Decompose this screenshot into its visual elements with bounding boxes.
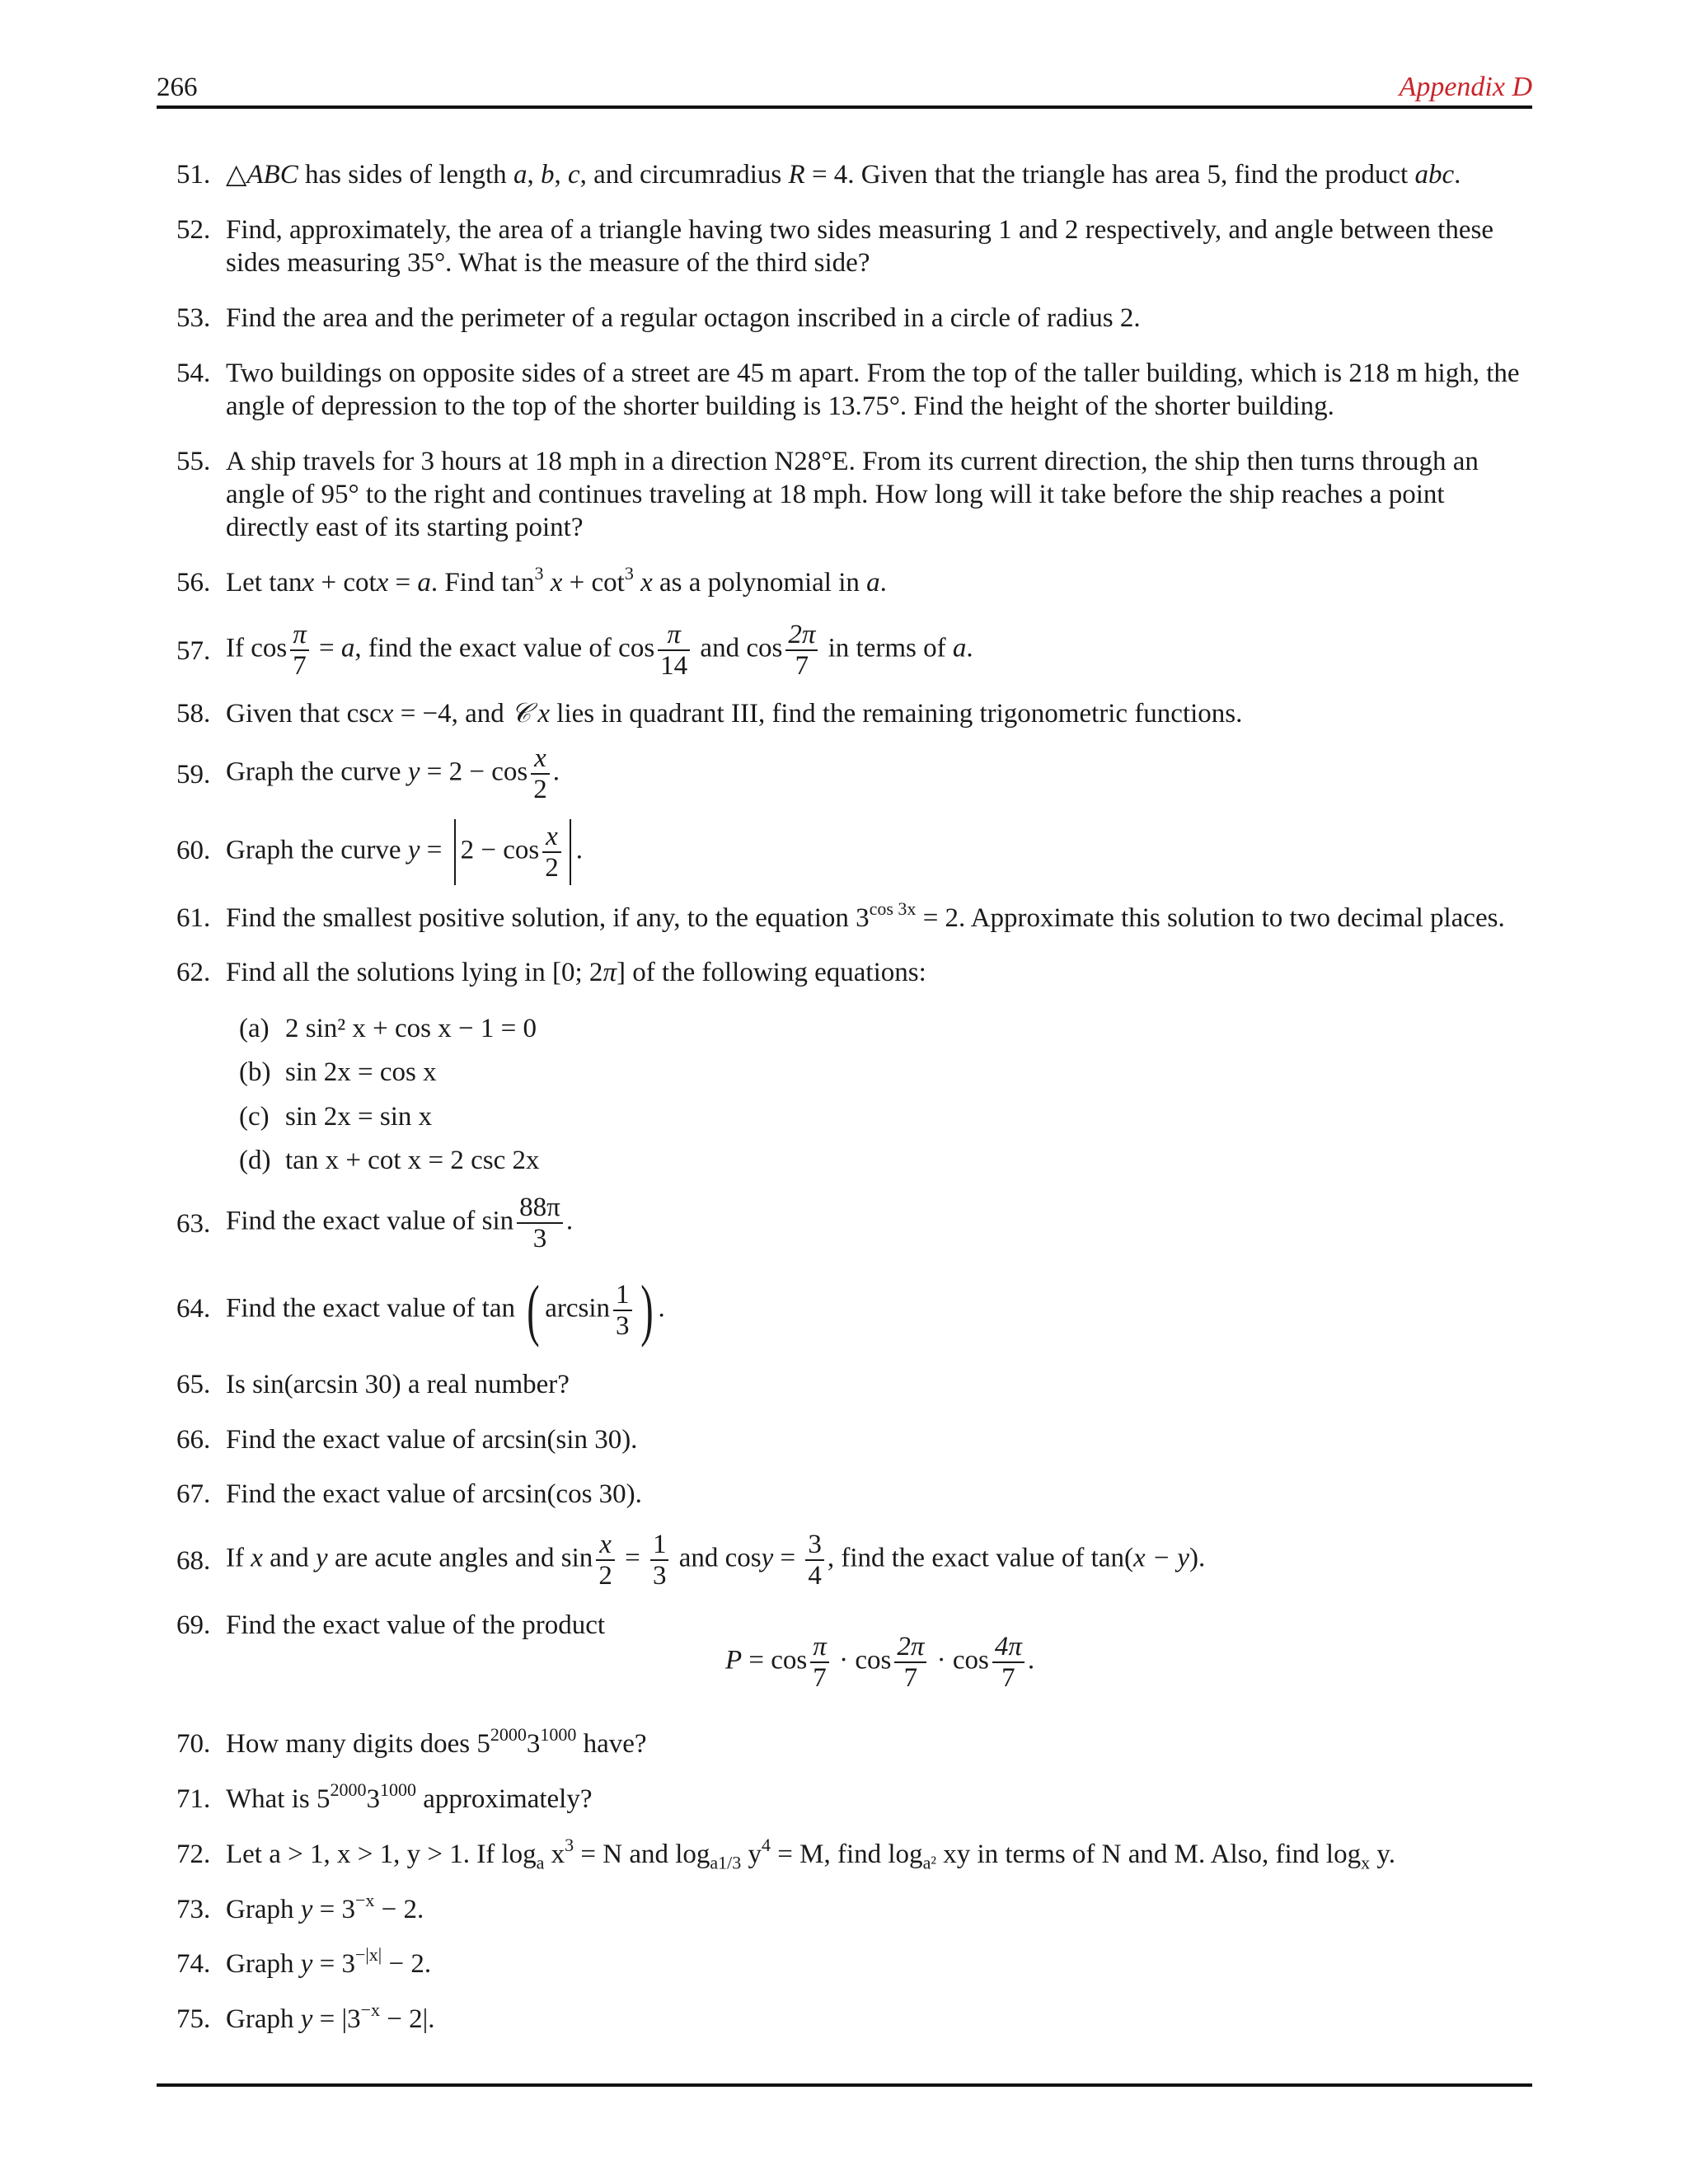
problem-63 [176,1193,1536,1254]
problem-text: Graph $y = |3^{-x} - 2|$. [226,1999,435,2034]
problem-text: △ABC has sides of length a, b, c, and circumradius R = 4. Given that the triangle has area 5, find the product abc. [226,160,1461,190]
problem-number: 52. [176,215,211,245]
fraction: $\frac{2\pi}{7}$ [894,1632,926,1693]
problem-number: 66. [176,1425,211,1455]
problem-number: 75. [176,2004,211,2034]
fraction: $\frac{2\pi}{7}$ [785,620,818,681]
problem-number: 74. [176,1949,211,1979]
problem-text: Graph $y = 3^{-|x|} - 2$. [226,1944,432,1979]
problem-number: 69. [176,1610,211,1640]
problem-56 [176,563,1536,599]
problem-66 [176,1423,1536,1456]
problem-text: Find the exact value of arcsin(cos 30). [226,1479,642,1509]
problem-text: Two buildings on opposite sides of a street are 45 m apart. From the top of the taller building, which is 218 m high, the angle of depression to the top of the shorter building is 13.75°. Find the height of the shorter building. [226,359,1520,421]
problem-number: 70. [176,1729,211,1759]
absolute-bar [570,819,571,885]
fraction: $\frac{x}{2}$ [531,743,550,804]
problem-text: Graph $y = 3^{-x} - 2$. [226,1890,424,1924]
problem-54 [176,357,1536,423]
display-equation: P = cos $\frac{\pi}{7}$ · cos $\frac{2\pi}{7}$ · cos $\frac{4\pi}{7}$ . [725,1632,1035,1693]
problem-51 [176,158,1536,191]
problem-65 [176,1368,1536,1401]
problem-number: 65. [176,1370,211,1399]
subpart-d: (d) tan x + cot x = 2 csc 2x [239,1146,540,1175]
fraction: $\frac{1}{3}$ [650,1530,669,1591]
problem-text: Graph the curve y = 2 − cos $\frac{x}{2}$ . [226,819,1536,885]
page-number: 266 [157,73,198,102]
problem-text: Find all the solutions lying in [0; 2π] of the following equations: [226,958,926,987]
problem-number: 60. [176,836,211,865]
problem-text: Find the area and the perimeter of a regular octagon inscribed in a circle of radius 2. [226,303,1141,333]
problem-number: 71. [176,1784,211,1814]
problem-text: If x and y are acute angles and sin $\frac{x}{2}$ = $\frac{1}{3}$ and cosy = $\frac{3}{4}$ , find the exact value of tan(x − y). [226,1530,1206,1591]
problem-62 [176,956,1536,989]
running-head: Appendix D [1399,72,1532,102]
problem-number: 62. [176,958,211,987]
problem-text: How many digits does $5^{2000}3^{1000}$ have? [226,1724,647,1759]
problem-52 [176,213,1536,279]
problem-number: 63. [176,1209,211,1239]
left-paren: ( [527,1272,540,1348]
problem-number: 55. [176,447,211,476]
subpart-a: (a) 2 sin² x + cos x − 1 = 0 [239,1014,537,1043]
problem-number: 61. [176,903,211,933]
fraction: $\frac{x}{2}$ [542,822,561,883]
problem-number: 54. [176,359,211,388]
problem-text: Find, approximately, the area of a triangle having two sides measuring 1 and 2 respectively, and angle between these sides measuring 35°. What is the measure of the third side? [226,215,1493,278]
problem-text: Let tanx + cotx = a. Find $\tan^3 x + \cot^3 x$ as a polynomial in a. [226,563,887,598]
fraction: $\frac{\pi}{7}$ [290,620,309,681]
problem-text: Let a > 1, x > 1, y > 1. If $\log_a x^3 = N$ and $\log_{a1/3} y^4 = M$, find $\log_{a^2}$ xy in terms of N and M. Also, find $\log_x y$. [226,1835,1395,1873]
problem-text: A ship travels for 3 hours at 18 mph in a direction N28°E. From its current direction, the ship then turns through an angle of 95° to the right and continues traveling at 18 mph. How long will it take before the ship reaches a point directly east of its starting point? [226,447,1479,542]
problem-text: Is sin(arcsin 30) a real number? [226,1370,570,1399]
problem-60 [176,819,1536,885]
problem-74 [176,1944,1536,1980]
problem-number: 59. [176,760,211,790]
problem-59 [176,743,1536,804]
problem-number: 68. [176,1546,211,1576]
fraction: $\frac{\pi}{14}$ [658,620,690,681]
problem-text: Find the exact value of the product [226,1610,606,1640]
problem-70 [176,1724,1536,1760]
fraction: $\frac{3}{4}$ [805,1530,824,1591]
problem-number: 51. [176,160,211,190]
problem-61 [176,898,1536,935]
problem-53 [176,302,1536,335]
problem-text: What is $5^{2000}3^{1000}$ approximately? [226,1779,593,1814]
problem-72 [176,1835,1536,1873]
problem-number: 73. [176,1895,211,1924]
problem-number: 58. [176,699,211,729]
problem-55 [176,445,1536,544]
problem-57 [176,620,1536,681]
subpart-c: (c) sin 2x = sin x [239,1102,433,1132]
problem-64 [176,1272,1536,1348]
fraction: $\frac{4\pi}{7}$ [992,1632,1025,1693]
problem-67 [176,1478,1536,1511]
problem-number: 64. [176,1294,211,1324]
problem-text: Find the exact value of tan ( arcsin $\frac{1}{3}$ ) . [226,1272,665,1348]
absolute-bar [454,819,456,885]
footer-rule [157,2083,1532,2087]
problem-73 [176,1890,1536,1926]
problem-number: 57. [176,636,211,666]
problem-number: 53. [176,303,211,333]
problem-text: Find the exact value of arcsin(sin 30). [226,1425,638,1455]
problem-number: 72. [176,1840,211,1869]
problem-text: Find the exact value of sin $\frac{88\pi}{3}$ . [226,1193,574,1254]
right-paren: ) [640,1272,654,1348]
problem-68 [176,1530,1536,1591]
problem-58 [176,697,1536,730]
problem-71 [176,1779,1536,1816]
fraction: $\frac{x}{2}$ [596,1530,615,1591]
problem-number: 67. [176,1479,211,1509]
subpart-b: (b) sin 2x = cos x [239,1057,437,1087]
problem-75 [176,1999,1536,2036]
problem-number: 56. [176,568,211,598]
problem-text: Given that cscx = −4, and 𝒞 x lies in quadrant III, find the remaining trigonometric functions. [226,699,1243,729]
problem-text: If cos $\frac{\pi}{7}$ = a, find the exact value of cos $\frac{\pi}{14}$ and cos $\frac{2\pi}{7}$ in terms of a. [226,620,973,681]
fraction: $\frac{88\pi}{3}$ [517,1193,563,1254]
problem-text: Find the smallest positive solution, if any, to the equation $3^{cos 3x} = 2$. Approximate this solution to two decimal places. [226,898,1505,933]
fraction: $\frac{\pi}{7}$ [810,1632,829,1693]
fraction: $\frac{1}{3}$ [613,1280,632,1341]
problem-text: Graph the curve y = 2 − cos $\frac{x}{2}$ . [226,743,560,804]
